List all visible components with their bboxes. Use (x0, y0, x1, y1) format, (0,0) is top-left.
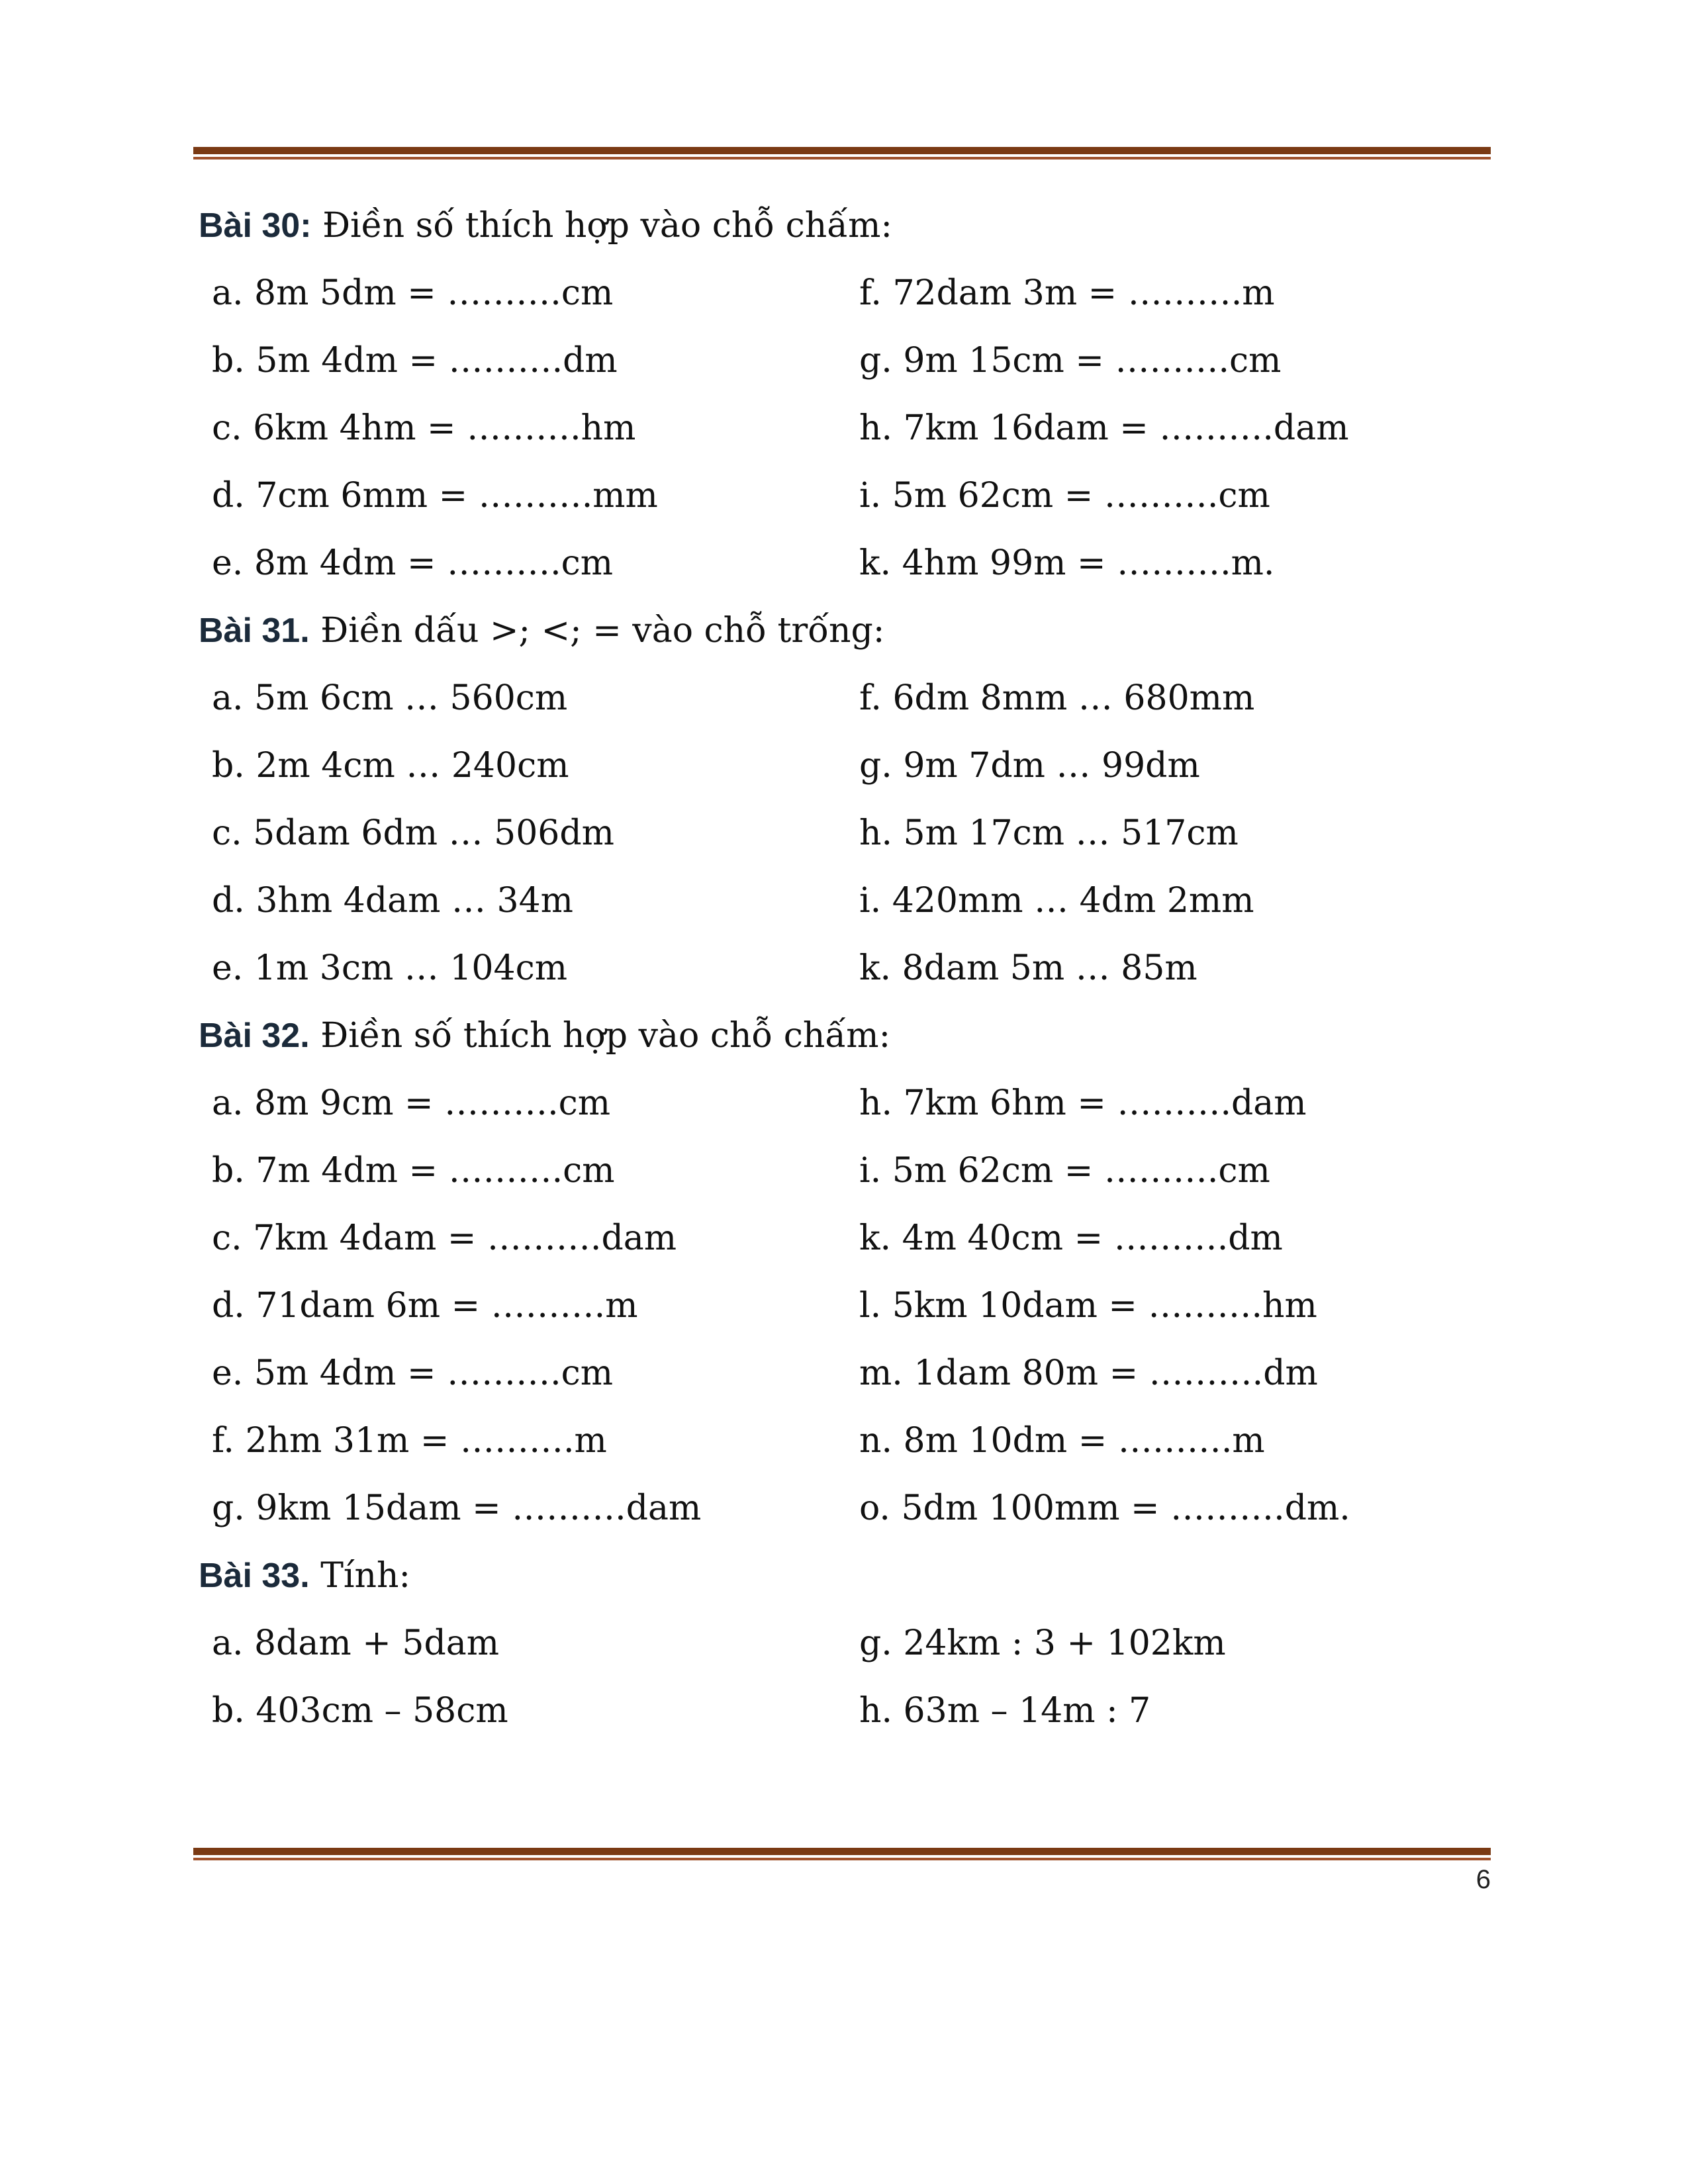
exercise-item-left: e. 8m 4dm = ……….cm (212, 543, 614, 583)
exercise-item-right: i. 5m 62cm = ……….cm (859, 476, 1270, 516)
exercise-row (199, 1484, 1489, 1552)
exercise-item-left: e. 5m 4dm = ……….cm (212, 1353, 614, 1393)
exercise-instruction: Điền dấu >; <; = vào chỗ trống: (320, 611, 885, 651)
exercise-item-right: o. 5dm 100mm = ……….dm. (859, 1488, 1350, 1528)
exercise-item-right: g. 9m 7dm … 99dm (859, 746, 1200, 786)
exercise-item-left: c. 5dam 6dm … 506dm (212, 813, 614, 853)
exercise-row (199, 742, 1489, 809)
exercise-heading (199, 1012, 1489, 1079)
exercise-number: Bài 30: (199, 206, 312, 245)
exercise-item-right: k. 4m 40cm = ……….dm (859, 1218, 1283, 1258)
exercise-instruction: Tính: (320, 1556, 411, 1596)
exercise-row (199, 674, 1489, 742)
exercise-item-right: f. 6dm 8mm … 680mm (859, 678, 1255, 718)
exercise-item-right: i. 5m 62cm = ……….cm (859, 1151, 1270, 1191)
exercise-row (199, 404, 1489, 472)
header-rule (193, 147, 1491, 159)
exercise-item-right: n. 8m 10dm = ……….m (859, 1421, 1265, 1461)
exercise-row (199, 877, 1489, 944)
exercise-instruction: Điền số thích hợp vào chỗ chấm: (320, 1016, 891, 1056)
exercise-row (199, 1687, 1489, 1754)
exercise-item-left: b. 7m 4dm = ……….cm (212, 1151, 615, 1191)
exercise-item-right: h. 63m – 14m : 7 (859, 1691, 1151, 1731)
exercise-instruction: Điền số thích hợp vào chỗ chấm: (322, 206, 892, 246)
exercise-row (199, 1214, 1489, 1282)
exercise-item-right: h. 7km 16dam = ……….dam (859, 408, 1349, 448)
exercise-item-right: g. 9m 15cm = ……….cm (859, 341, 1282, 381)
exercise-row (199, 1349, 1489, 1417)
exercise-number: Bài 32. (199, 1017, 310, 1055)
exercise-content (199, 202, 1489, 1754)
exercise-item-right: i. 420mm … 4dm 2mm (859, 881, 1254, 921)
exercise-row (199, 1619, 1489, 1687)
footer-rule (193, 1848, 1491, 1860)
exercise-item-right: l. 5km 10dam = ……….hm (859, 1286, 1317, 1326)
exercise-item-right: m. 1dam 80m = ……….dm (859, 1353, 1318, 1393)
exercise-item-right: h. 7km 6hm = ……….dam (859, 1083, 1307, 1123)
exercise-item-right: k. 4hm 99m = ……….m. (859, 543, 1275, 583)
exercise-section (199, 607, 1489, 1012)
exercise-item-right: f. 72dam 3m = ……….m (859, 273, 1275, 313)
exercise-item-left: f. 2hm 31m = ……….m (212, 1421, 607, 1461)
exercise-section (199, 202, 1489, 607)
exercise-row (199, 337, 1489, 404)
exercise-row (199, 1147, 1489, 1214)
exercise-heading (199, 202, 1489, 269)
exercise-item-left: b. 2m 4cm … 240cm (212, 746, 569, 786)
exercise-item-right: k. 8dam 5m … 85m (859, 948, 1197, 988)
exercise-row (199, 472, 1489, 539)
exercise-row (199, 539, 1489, 607)
exercise-item-left: b. 403cm – 58cm (212, 1691, 508, 1731)
exercise-item-left: d. 71dam 6m = ……….m (212, 1286, 638, 1326)
exercise-number: Bài 31. (199, 612, 310, 650)
exercise-item-left: d. 7cm 6mm = ……….mm (212, 476, 658, 516)
exercise-section (199, 1552, 1489, 1754)
exercise-item-left: a. 8dam + 5dam (212, 1623, 500, 1663)
exercise-item-left: g. 9km 15dam = ……….dam (212, 1488, 702, 1528)
exercise-item-left: a. 5m 6cm … 560cm (212, 678, 568, 718)
exercise-heading (199, 607, 1489, 674)
exercise-item-left: a. 8m 9cm = ……….cm (212, 1083, 611, 1123)
exercise-row (199, 1079, 1489, 1147)
exercise-row (199, 269, 1489, 337)
exercise-row (199, 944, 1489, 1012)
exercise-item-left: a. 8m 5dm = ……….cm (212, 273, 614, 313)
page-number: 6 (1476, 1865, 1491, 1894)
exercise-item-left: d. 3hm 4dam … 34m (212, 881, 573, 921)
exercise-item-left: c. 7km 4dam = ……….dam (212, 1218, 677, 1258)
exercise-row (199, 1417, 1489, 1484)
exercise-item-left: b. 5m 4dm = ……….dm (212, 341, 618, 381)
exercise-item-right: h. 5m 17cm … 517cm (859, 813, 1239, 853)
exercise-row (199, 809, 1489, 877)
exercise-item-left: c. 6km 4hm = ……….hm (212, 408, 636, 448)
exercise-item-left: e. 1m 3cm … 104cm (212, 948, 568, 988)
exercise-row (199, 1282, 1489, 1349)
exercise-item-right: g. 24km : 3 + 102km (859, 1623, 1226, 1663)
exercise-heading (199, 1552, 1489, 1619)
exercise-section (199, 1012, 1489, 1552)
exercise-number: Bài 33. (199, 1557, 310, 1595)
